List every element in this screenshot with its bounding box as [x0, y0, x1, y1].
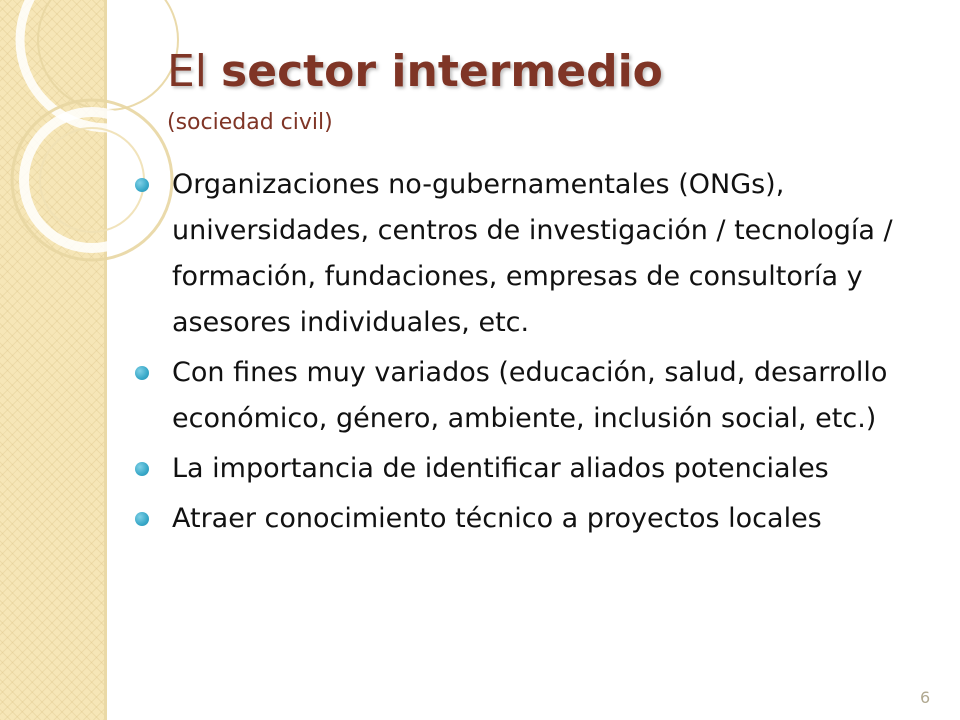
- bullet-item: [132, 496, 932, 542]
- title-prefix: El: [167, 46, 208, 97]
- bullet-dot-icon: [135, 178, 149, 192]
- bullet-text: La importancia de identificar aliados potenciales: [172, 453, 829, 484]
- bullet-text: Con fines muy variados (educación, salud, desarrollo económico, género, ambiente, inclusión social, etc.): [172, 357, 888, 434]
- bullet-item: [132, 350, 932, 442]
- bullet-dot-icon: [135, 512, 149, 526]
- bullet-text: Atraer conocimiento técnico a proyectos locales: [172, 503, 822, 534]
- slide-subtitle: (sociedad civil): [167, 110, 333, 135]
- page-number: 6: [920, 688, 931, 707]
- bullet-item: [132, 446, 932, 492]
- bullet-dot-icon: [135, 366, 149, 380]
- bullet-dot-icon: [135, 462, 149, 476]
- bullet-text: Organizaciones no-gubernamentales (ONGs), universidades, centros de investigación / tecnología / formación, fundaciones, empresas de consultoría y asesores individuales, etc.: [172, 169, 893, 338]
- bullet-item: [132, 162, 932, 346]
- slide-title: [167, 42, 663, 102]
- title-bold: sector intermedio: [221, 46, 663, 97]
- bullet-list: [132, 162, 932, 546]
